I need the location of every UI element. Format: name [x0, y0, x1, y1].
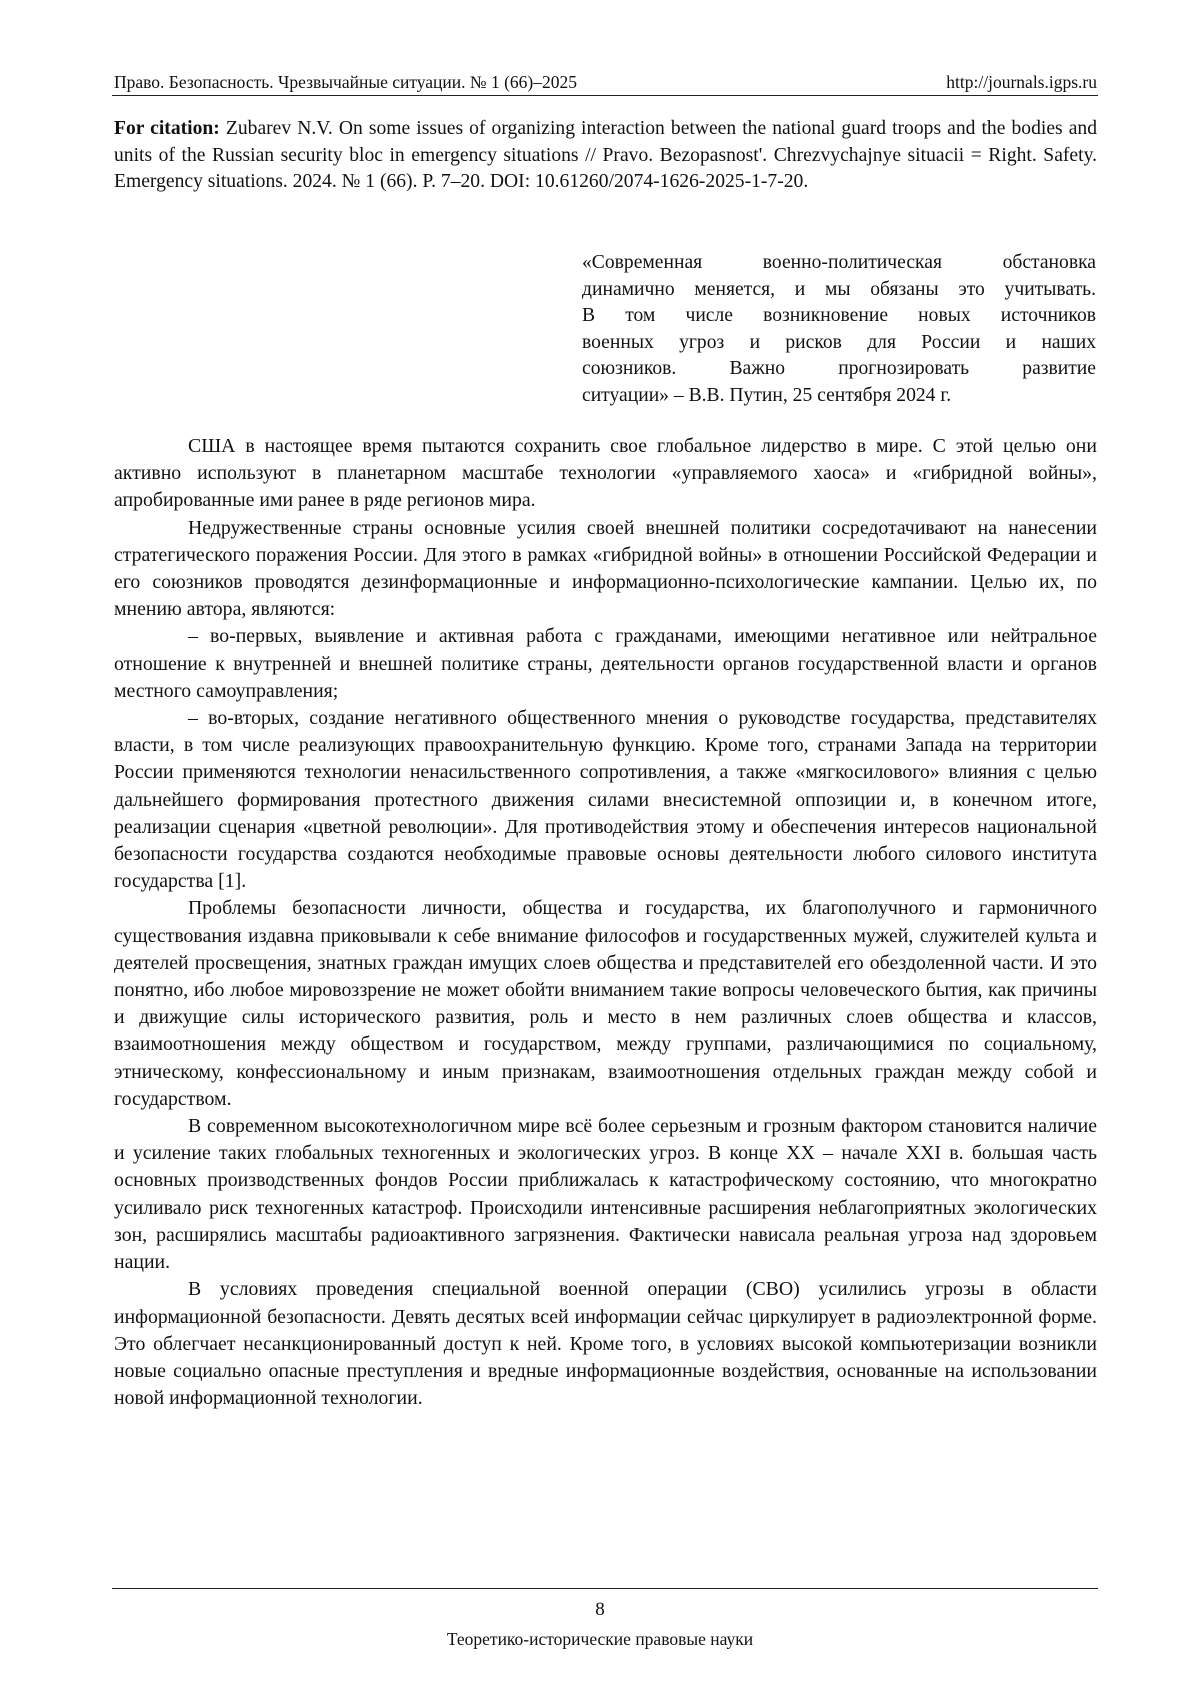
body-paragraph: США в настоящее время пытаются сохранить свое глобальное лидерство в мире. С этой целью они активно используют в планетарном масштабе технологии «управляемого хаоса» и «гибридной войны», апробированные ими ранее в ряде регионов мира.	[114, 435, 1097, 512]
page-number: 8	[595, 1599, 605, 1620]
body-paragraph: Недружественные страны основные усилия своей внешней политики сосредотачивают на нанесении стратегического поражения России. Для этого в рамках «гибридной войны» в отношении Российской Федерации и его союзников проводятся дезинформационные и информационно-психологические кампании. Целью их, по мнению автора, являются:	[114, 516, 1097, 621]
running-header-url[interactable]: http://journals.igps.ru	[946, 72, 1097, 92]
body-paragraph: В современном высокотехнологичном мире всё более серьезным и грозным фактором становится наличие и усиление таких глобальных техногенных и экологических угроз. В конце XX – начале XXI в. большая часть основных производственных фондов России приближалась к катастрофическому состоянию, что многократно усиливало риск техногенных катастроф. Происходили интенсивные расширения неблагоприятных экологических зон, расширялись масштабы радиоактивного загрязнения. Фактически нависала реальная угроза над здоровьем нации.	[114, 1115, 1097, 1274]
body-paragraph: В условиях проведения специальной военной операции (СВО) усилились угрозы в области информационной безопасности. Девять десятых всей информации сейчас циркулирует в радиоэлектронной форме. Это облегчает несанкционированный доступ к ней. Кроме того, в условиях высокой компьютеризации возникли новые социально опасные преступления и вредные информационные воздействия, основанные на использовании новой информационной технологии.	[114, 1278, 1097, 1410]
epigraph-line: ситуации» – В.В. Путин, 25 сентября 2024 г.	[582, 384, 952, 406]
epigraph-line: союзников. Важно прогнозировать развитие	[582, 358, 1096, 379]
footer-rule	[112, 1588, 1098, 1589]
list-item: – во-первых, выявление и активная работа с гражданами, имеющими негативное или нейтральное отношение к внутренней и внешней политике страны, деятельности органов государственной власти и органов местного самоуправления;	[114, 625, 1097, 702]
epigraph	[582, 250, 1096, 409]
citation-label: For citation:	[114, 118, 220, 139]
epigraph-line: динамично меняется, и мы обязаны это учитывать.	[582, 278, 1096, 300]
citation-text: Zubarev N.V. On some issues of organizing interaction between the national guard troops and the bodies and units of the Russian security bloc in emergency situations // Pravo. Bezopasnost'. Chrezvychajnye situacii = Right. Safety. Emergency situations. 2024. № 1 (66). P. 7–20. DOI: 10.61260/2074-1626-2025-1-7-20.	[114, 118, 1097, 192]
article-body	[114, 433, 1097, 1412]
citation-block	[114, 116, 1097, 196]
epigraph-line: «Современная военно-политическая обстановка	[582, 252, 1096, 273]
body-paragraph: Проблемы безопасности личности, общества и государства, их благополучного и гармоничного существования издавна приковывали к себе внимание философов и государственных мужей, служителей культа и деятелей просвещения, знатных граждан имущих слоев общества и представителей его обездоленной части. И это понятно, ибо любое мировоззрение не может обойти вниманием такие вопросы человеческого бытия, как причины и движущие силы исторического развития, роль и место в нем различных слоев общества и классов, взаимоотношения между обществом и государством, между группами, различающимися по социальному, этническому, конфессиональному и иным признакам, взаимоотношения отдельных граждан между собой и государством.	[114, 897, 1097, 1110]
epigraph-line: военных угроз и рисков для России и наших	[582, 331, 1096, 353]
header-rule	[112, 95, 1098, 96]
running-header-journal: Право. Безопасность. Чрезвычайные ситуации. № 1 (66)–2025	[114, 72, 578, 92]
section-title: Теоретико-исторические правовые науки	[446, 1629, 754, 1649]
epigraph-line: В том числе возникновение новых источников	[582, 305, 1096, 326]
list-item: – во-вторых, создание негативного общественного мнения о руководстве государства, представителях власти, в том числе реализующих правоохранительную функцию. Кроме того, странами Запада на территории России применяются технологии ненасильственного сопротивления, а также «мягкосилового» влияния с целью дальнейшего формирования протестного движения силами внесистемной оппозиции и, в конечном итоге, реализации сценария «цветной революции». Для противодействия этому и обеспечения интересов национальной безопасности государства создаются необходимые правовые основы деятельности любого силового института государства [1].	[114, 707, 1097, 893]
